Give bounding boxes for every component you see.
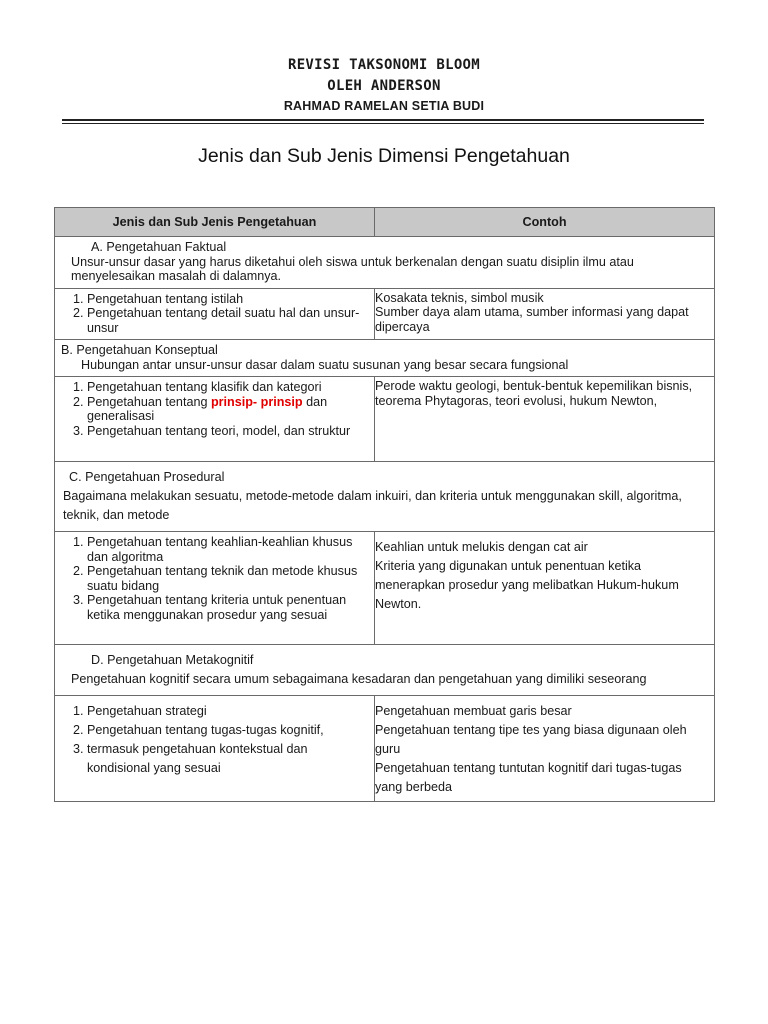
- section-row-factual: [55, 237, 715, 289]
- subtypes-cell: [55, 288, 375, 340]
- example-text: Pengetahuan tentang tipe tes yang biasa digunaan oleh guru: [375, 723, 687, 756]
- subtype-list: [55, 696, 374, 782]
- example-text: Keahlian untuk melukis dengan cat air: [375, 540, 588, 554]
- list-item: 3. termasuk pengetahuan kontekstual dan kondisional yang sesuai: [87, 740, 370, 778]
- subtype-list: [55, 289, 374, 340]
- section-row-procedural: [55, 462, 715, 532]
- author-name: RAHMAD RAMELAN SETIA BUDI: [283, 99, 485, 113]
- column-header-examples: Contoh: [375, 208, 715, 237]
- list-item: 2. Pengetahuan tentang tugas-tugas kognitif,: [87, 721, 370, 740]
- list-item-text: dan generalisasi: [87, 394, 328, 423]
- list-item-text: Pengetahuan tentang: [87, 394, 211, 409]
- table-row: [55, 532, 715, 645]
- header-rule-thin: [62, 123, 704, 124]
- table-header-row: [55, 208, 715, 237]
- subtypes-cell: [55, 377, 375, 462]
- examples-cell: [375, 532, 715, 645]
- list-item: 3. Pengetahuan tentang kriteria untuk penentuan ketika menggunakan prosedur yang sesuai: [87, 593, 370, 622]
- table-row: [55, 377, 715, 462]
- section-label: D. Pengetahuan Metakognitif: [91, 653, 254, 667]
- section-label: A. Pengetahuan Faktual: [91, 240, 227, 254]
- section-row-metacognitive: [55, 645, 715, 696]
- section-description: Pengetahuan kognitif secara umum sebagaimana kesadaran dan pengetahuan yang dimiliki seseorang: [71, 672, 647, 686]
- list-item: 3. Pengetahuan tentang teori, model, dan struktur: [87, 424, 370, 439]
- list-item: 1. Pengetahuan strategi: [87, 702, 370, 721]
- section-cell: [55, 645, 715, 696]
- section-label: C. Pengetahuan Prosedural: [69, 470, 225, 484]
- section-cell: [55, 237, 715, 289]
- example-text: Pengetahuan tentang tuntutan kognitif dari tugas-tugas yang berbeda: [375, 761, 682, 794]
- section-label: B. Pengetahuan Konseptual: [61, 343, 218, 357]
- subtypes-cell: [55, 696, 375, 802]
- example-text: Sumber daya alam utama, sumber informasi yang dapat dipercaya: [375, 305, 689, 334]
- examples-cell: [375, 696, 715, 802]
- section-row-conceptual: [55, 340, 715, 377]
- column-header-types: Jenis dan Sub Jenis Pengetahuan: [55, 208, 375, 237]
- subtype-list: [55, 532, 374, 626]
- section-heading: Jenis dan Sub Jenis Dimensi Pengetahuan: [198, 145, 570, 167]
- list-item: 2. Pengetahuan tentang detail suatu hal dan unsur-unsur: [87, 306, 370, 335]
- header-rule-thick: [62, 119, 704, 121]
- list-item: 1. Pengetahuan tentang keahlian-keahlian khusus dan algoritma: [87, 535, 370, 564]
- table-row: [55, 696, 715, 802]
- document-title-line1: REVISI TAKSONOMI BLOOM: [287, 57, 481, 73]
- highlighted-term: prinsip- prinsip: [210, 394, 303, 409]
- section-description: Hubungan antar unsur-unsur dasar dalam suatu susunan yang besar secara fungsional: [81, 357, 569, 372]
- list-item: 1. Pengetahuan tentang klasifik dan kategori: [87, 380, 370, 395]
- subtypes-cell: [55, 532, 375, 645]
- example-text: Perode waktu geologi, bentuk-bentuk kepemilikan bisnis, teorema Phytagoras, teori evolusi, hukum Newton,: [375, 379, 693, 408]
- subtype-list: [55, 377, 374, 442]
- section-description: Unsur-unsur dasar yang harus diketahui oleh siswa untuk berkenalan dengan suatu disiplin ilmu atau menyelesaikan masalah di dalamnya.: [71, 254, 634, 283]
- list-item: 1. Pengetahuan tentang istilah: [87, 292, 370, 307]
- example-text: Kosakata teknis, simbol musik: [375, 290, 544, 305]
- section-cell: [55, 462, 715, 532]
- example-text: Kriteria yang digunakan untuk penentuan ketika menerapkan prosedur yang melibatkan Hukum-hukum Newton.: [375, 559, 679, 611]
- examples-cell: [375, 377, 715, 462]
- knowledge-dimension-table: [54, 207, 715, 802]
- list-item: 2. Pengetahuan tentang teknik dan metode khusus suatu bidang: [87, 564, 370, 593]
- section-cell: [55, 340, 715, 377]
- list-item: [87, 395, 370, 424]
- examples-cell: [375, 288, 715, 340]
- example-text: Pengetahuan membuat garis besar: [375, 704, 572, 718]
- document-title-line2: OLEH ANDERSON: [327, 78, 441, 94]
- section-description: Bagaimana melakukan sesuatu, metode-metode dalam inkuiri, dan kriteria untuk menggunakan skill, algoritma, teknik, dan metode: [63, 489, 682, 522]
- table-row: [55, 288, 715, 340]
